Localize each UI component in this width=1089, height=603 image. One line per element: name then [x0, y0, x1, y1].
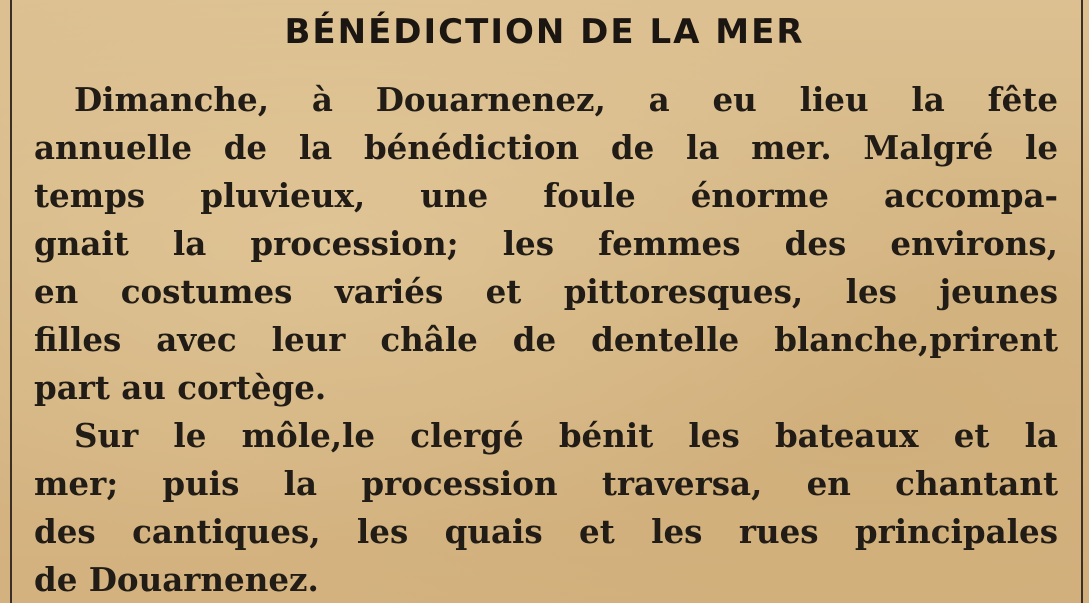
column-rule-right — [1081, 0, 1083, 603]
text-line: Dimanche, à Douarnenez, a eu lieu la fête — [74, 80, 1058, 119]
article-headline: BÉNÉDICTION DE LA MER — [284, 12, 805, 52]
paragraph-2 — [34, 412, 1058, 603]
text-line: en costumes variés et pittoresques, les jeunes — [34, 272, 1058, 311]
text-line: des cantiques, les quais et les rues principales — [34, 512, 1058, 551]
text-line: gnait la procession; les femmes des environs, — [34, 224, 1058, 263]
article-body — [34, 76, 1058, 603]
text-line: filles avec leur châle de dentelle blanche,prirent — [34, 320, 1058, 359]
text-line: Sur le môle,le clergé bénit les bateaux et la — [74, 416, 1058, 455]
paragraph-1 — [34, 76, 1058, 412]
text-line: temps pluvieux, une foule énorme accompa- — [34, 176, 1058, 215]
text-line: mer; puis la procession traversa, en chantant — [34, 464, 1058, 503]
text-line: de Douarnenez. — [34, 560, 319, 599]
text-line: annuelle de la bénédiction de la mer. Malgré le — [34, 128, 1058, 167]
text-line: part au cortège. — [34, 368, 327, 407]
column-rule-left — [10, 0, 12, 603]
